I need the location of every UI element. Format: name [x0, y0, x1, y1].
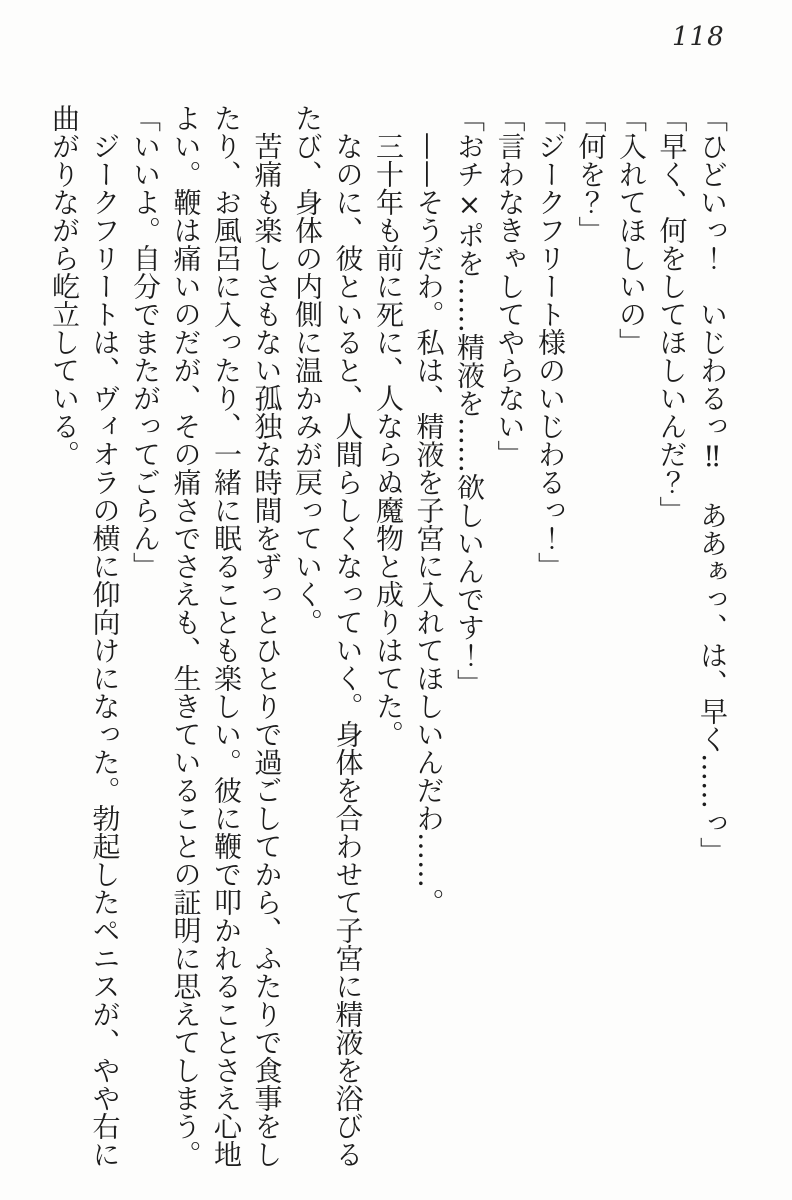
text-line: 三十年も前に死に、人ならぬ魔物と成りはてた。: [372, 132, 405, 748]
text-line: ——そうだわ。私は、精液を子宮に入れてほしいんだわ……。: [412, 132, 446, 916]
text-line: 「ジークフリート様のいじわるっ！」: [534, 104, 567, 580]
text-line: 「おチ×ポを……精液を……欲しいんです！」: [453, 104, 486, 697]
text-line: たび、身体の内側に温かみが戻っていく。: [291, 104, 324, 636]
text-line: 「ひどいっ！ いじわるっ‼ ああぁっ、は、早く……っ」: [696, 104, 729, 865]
text-line: 「言わなきゃしてやらない」: [493, 104, 527, 468]
text-line: 曲がりながら屹立している。: [48, 104, 81, 468]
text-line: 苦痛も楽しさもない孤独な時間をずっとひとりで過ごしてから、ふたりで食事をし: [250, 132, 284, 1168]
page-number: 118: [672, 22, 725, 52]
text-line: よい。鞭は痛いのだが、その痛さでさえも、生きていることの証明に思えてしまう。: [169, 104, 203, 1168]
vertical-text-block: [44, 104, 733, 1179]
text-line: なのに、彼といると、人間らしくなっていく。身体を合わせて子宮に精液を浴びる: [331, 132, 365, 1168]
text-line: ジークフリートは、ヴィオラの横に仰向けになった。勃起したペニスが、やや右に: [88, 132, 122, 1168]
text-line: たり、お風呂に入ったり、一緒に眠ることも楽しい。彼に鞭で叩かれることさえ心地: [210, 104, 243, 1168]
text-line: 「いいよ。自分でまたがってごらん」: [129, 104, 162, 580]
text-line: 「何を？」: [574, 104, 608, 244]
text-line: 「早く、何をしてほしいんだ？」: [655, 104, 689, 524]
text-line: 「入れてほしいの」: [615, 104, 648, 356]
